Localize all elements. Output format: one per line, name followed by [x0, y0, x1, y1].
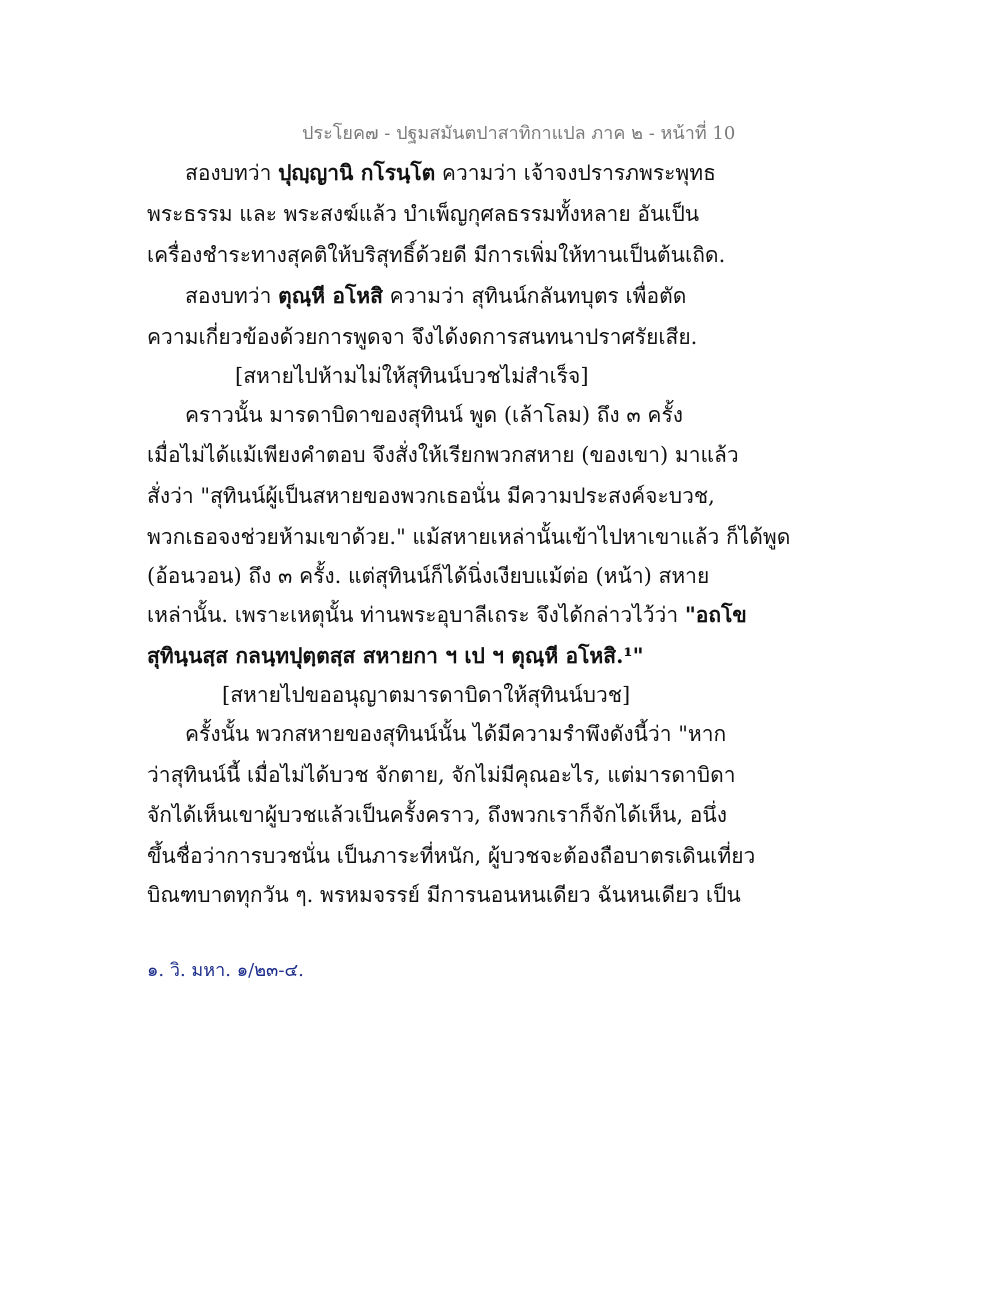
paragraph-2-line-2: ความเกี่ยวข้องด้วยการพูดจา จึงได้งดการสนทนาปราศรัยเสีย. [147, 325, 698, 349]
page-header: ประโยค๗ - ปฐมสมันตปาสาทิกาแปล ภาค ๒ - หน้าที่ 10 [302, 123, 736, 144]
text-run: เหล่านั้น. เพราะเหตุนั้น ท่านพระอุบาลีเถระ จึงได้กล่าวไว้ว่า [147, 603, 685, 627]
footnote: ๑. วิ. มหา. ๑/๒๓-๔. [147, 960, 304, 981]
text-run: ความว่า สุทินน์กลันทบุตร เพื่อตัด [382, 284, 687, 308]
paragraph-4-line-5: บิณฑบาตทุกวัน ๆ. พรหมจรรย์ มีการนอนหนเดียว ฉันหนเดียว เป็น [147, 883, 741, 907]
paragraph-3-line-7 [147, 641, 644, 671]
section-heading-2: [สหายไปขออนุญาตมารดาบิดาให้สุทินน์บวช] [222, 683, 631, 707]
paragraph-3-line-1: คราวนั้น มารดาบิดาของสุทินน์ พูด (เล้าโลม) ถึง ๓ ครั้ง [185, 403, 683, 427]
text-run: สองบทว่า [185, 284, 279, 308]
pali-quote: "อถโข [684, 602, 747, 627]
paragraph-1-line-1 [185, 158, 716, 188]
text-run: ความว่า เจ้าจงปรารภพระพุทธ [435, 161, 716, 185]
paragraph-4-line-1: ครั้งนั้น พวกสหายของสุทินน์นั้น ได้มีความรำพึงดังนี้ว่า "หาก [185, 722, 727, 746]
paragraph-3-line-6 [147, 600, 747, 630]
paragraph-3-line-4: พวกเธอจงช่วยห้ามเขาด้วย." แม้สหายเหล่านั้นเข้าไปหาเขาแล้ว ก็ได้พูด [147, 525, 791, 549]
paragraph-1-line-2: พระธรรม และ พระสงฆ์แล้ว บำเพ็ญกุศลธรรมทั้งหลาย อันเป็น [147, 202, 700, 226]
paragraph-4-line-2: ว่าสุทินน์นี้ เมื่อไม่ได้บวช จักตาย, จักไม่มีคุณอะไร, แต่มารดาบิดา [147, 763, 736, 787]
section-heading-1: [สหายไปห้ามไม่ให้สุทินน์บวชไม่สำเร็จ] [235, 364, 589, 388]
paragraph-1-line-3: เครื่องชำระทางสุคติให้บริสุทธิ์ด้วยดี มีการเพิ่มให้ทานเป็นต้นเถิด. [147, 243, 726, 267]
paragraph-3-line-2: เมื่อไม่ได้แม้เพียงคำตอบ จึงสั่งให้เรียกพวกสหาย (ของเขา) มาแล้ว [147, 443, 739, 467]
paragraph-3-line-3: สั่งว่า "สุทินน์ผู้เป็นสหายของพวกเธอนั่น มีความประสงค์จะบวช, [147, 484, 715, 508]
pali-term: ตุณฺหี อโหสิ [278, 283, 383, 308]
paragraph-4-line-3: จักได้เห็นเขาผู้บวชแล้วเป็นครั้งคราว, ถึงพวกเราก็จักได้เห็น, อนึ่ง [147, 803, 727, 827]
paragraph-2-line-1 [185, 281, 686, 311]
pali-quote: สุทินฺนสฺส กลนฺทปุตฺตสฺส สหายกา ฯ เป ฯ ตุณฺหี อโหสิ.¹" [147, 643, 644, 668]
pali-term: ปุญฺญานิ กโรนฺโต [278, 160, 436, 185]
text-run: สองบทว่า [185, 161, 279, 185]
paragraph-3-line-5: (อ้อนวอน) ถึง ๓ ครั้ง. แต่สุทินน์ก็ได้นิ่งเงียบแม้ต่อ (หน้า) สหาย [147, 564, 710, 588]
paragraph-4-line-4: ขึ้นชื่อว่าการบวชนั่น เป็นภาระที่หนัก, ผู้บวชจะต้องถือบาตรเดินเที่ยว [147, 844, 756, 868]
